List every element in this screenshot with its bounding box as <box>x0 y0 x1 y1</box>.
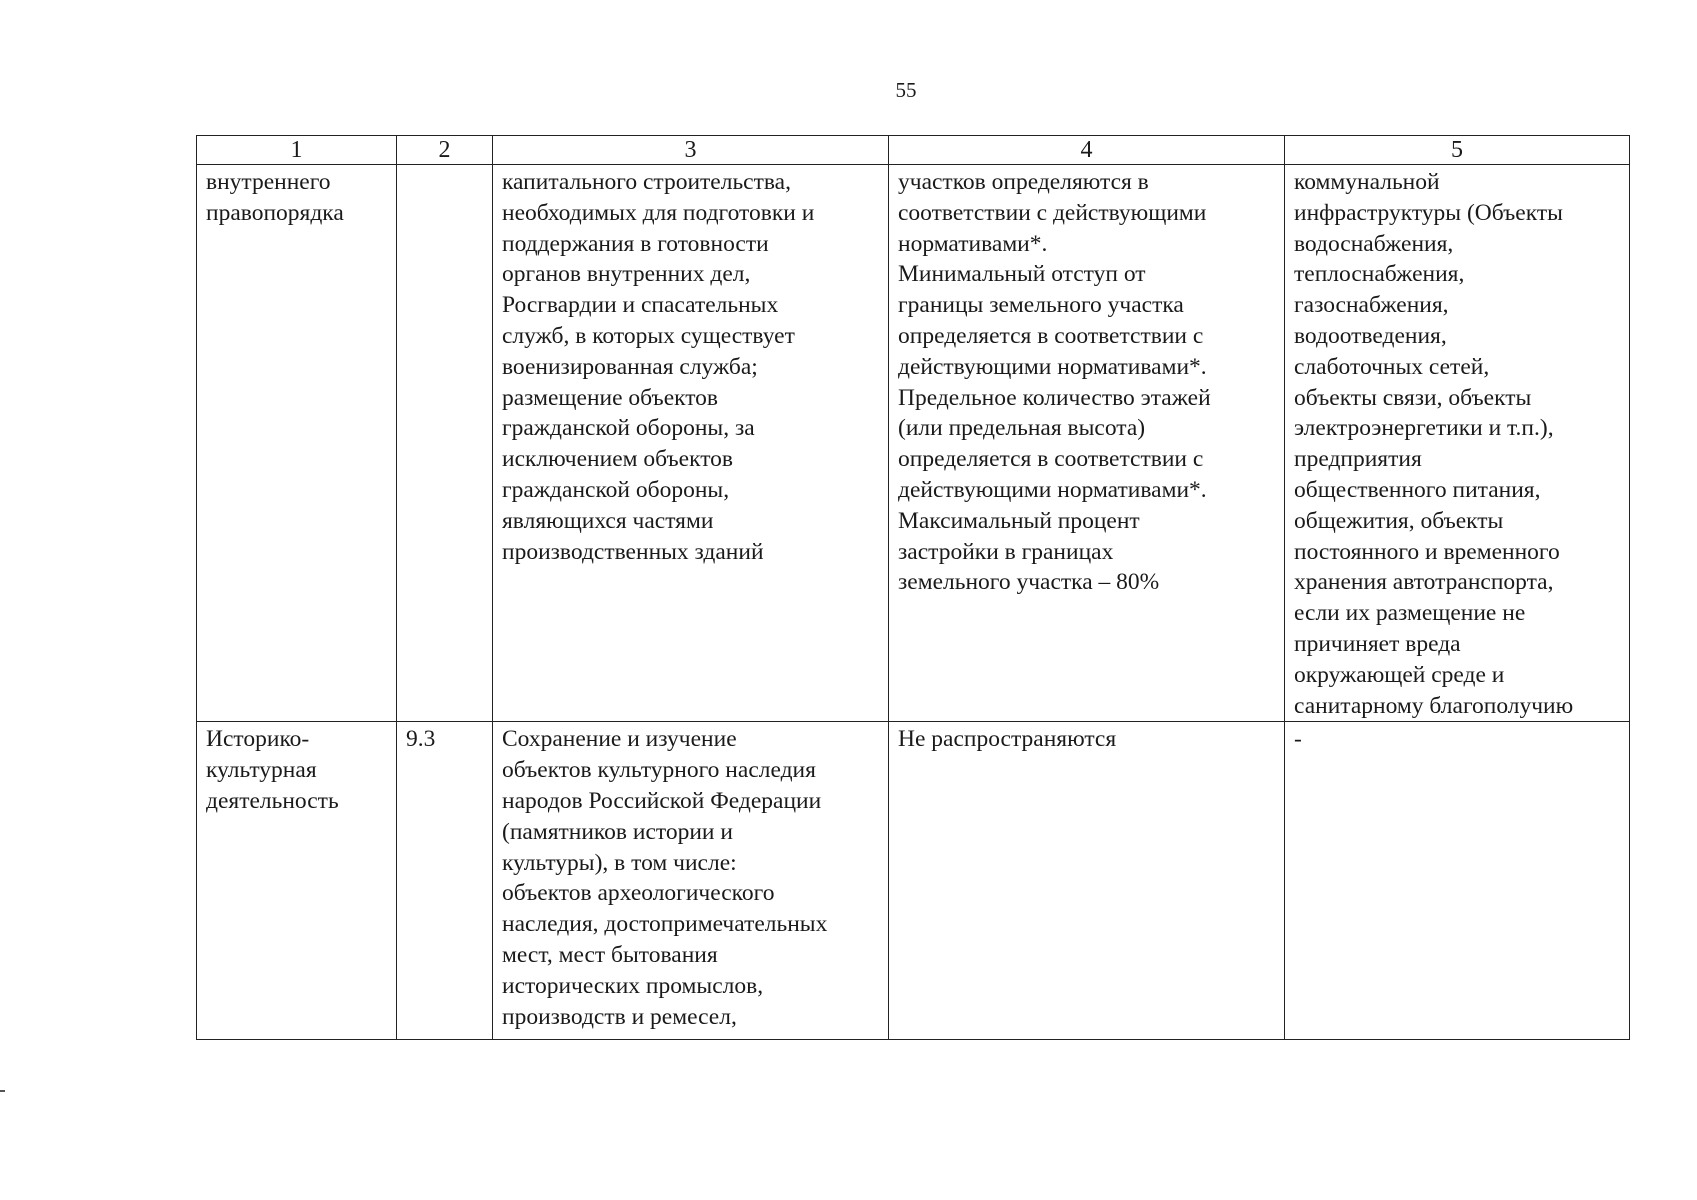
regulations-table <box>196 135 1630 1040</box>
cell-parameters: Не распространяются <box>889 722 1285 1040</box>
table-row <box>197 165 1630 722</box>
cell-code: 9.3 <box>397 722 493 1040</box>
page-number: 55 <box>895 78 917 102</box>
column-header-2: 2 <box>397 136 493 165</box>
column-header-3: 3 <box>493 136 889 165</box>
column-header-4: 4 <box>889 136 1285 165</box>
cell-auxiliary-uses: - <box>1285 722 1630 1040</box>
column-header-5: 5 <box>1285 136 1630 165</box>
cell-use-type: внутреннего правопорядка <box>197 165 397 722</box>
table-row <box>197 722 1630 1040</box>
cell-description: Сохранение и изучение объектов культурного наследия народов Российской Федерации (памятников истории и культуры), в том числе: объектов археологического наследия, достопримечательных мест, мест бытования исторических промыслов, производств и ремесел, <box>493 722 889 1040</box>
column-header-1: 1 <box>197 136 397 165</box>
table-header-row <box>197 136 1630 165</box>
cell-use-type: Историко- культурная деятельность <box>197 722 397 1040</box>
cell-code <box>397 165 493 722</box>
scan-edge-mark <box>0 1090 5 1092</box>
cell-auxiliary-uses: коммунальной инфраструктуры (Объекты водоснабжения, теплоснабжения, газоснабжения, водоотведения, слаботочных сетей, объекты связи, объекты электроэнергетики и т.п.), предприятия общественного питания, общежития, объекты постоянного и временного хранения автотранспорта, если их размещение не причиняет вреда окружающей среде и санитарному благополучию <box>1285 165 1630 722</box>
cell-description: капитального строительства, необходимых для подготовки и поддержания в готовности органов внутренних дел, Росгвардии и спасательных служб, в которых существует военизированная служба; размещение объектов гражданской обороны, за исключением объектов гражданской обороны, являющихся частями производственных зданий <box>493 165 889 722</box>
cell-parameters: участков определяются в соответствии с действующими нормативами*. Минимальный отступ от границы земельного участка определяется в соответствии с действующими нормативами*. Предельное количество этажей (или предельная высота) определяется в соответствии с действующими нормативами*. Максимальный процент застройки в границах земельного участка – 80% <box>889 165 1285 722</box>
